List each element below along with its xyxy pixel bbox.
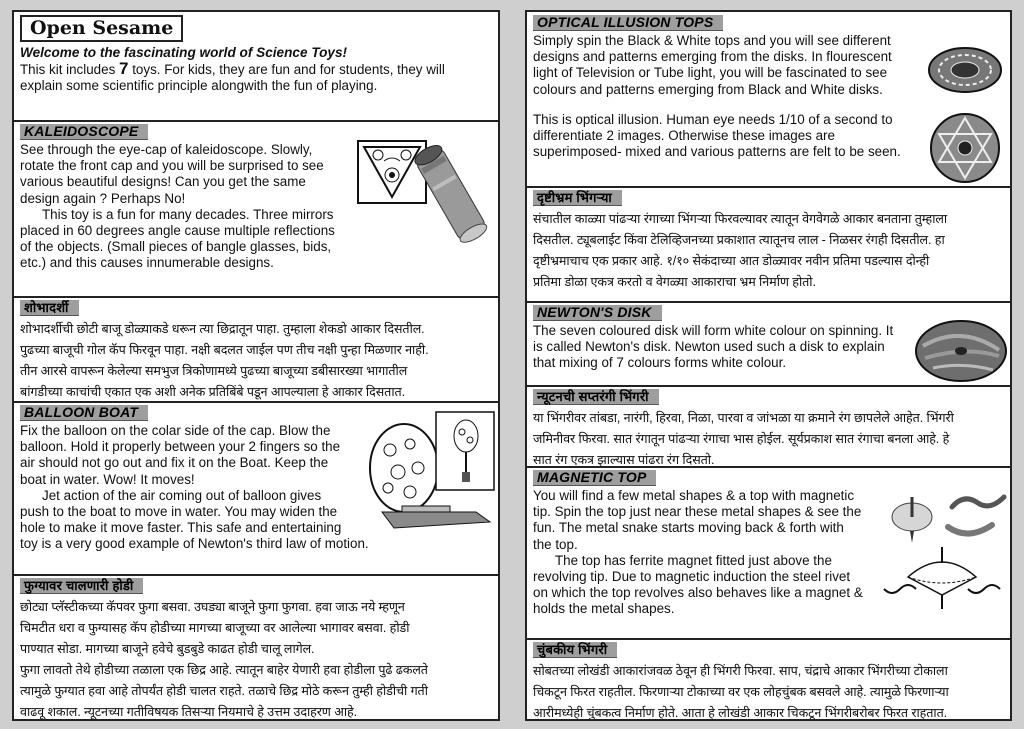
newton-marathi-text: जमिनीवर फिरवा. सात रंगातून पांढऱ्या रंगाचा भास होईल. सूर्यप्रकाश सात रंगाचा बनला आहे. हे bbox=[533, 432, 950, 446]
kaleidoscope-marathi-text: शोभादर्शीची छोटी बाजू डोळ्याकडे धरून त्या छिद्रातून पाहा. तुम्हाला शेकडो आकार दिसतील. bbox=[20, 322, 425, 336]
magnetic-marathi-section bbox=[527, 641, 1010, 721]
kaleidoscope-text: This toy is a fun for many decades. Three mirrors bbox=[42, 206, 334, 222]
balloon-boat-text: push to the boat to move in water. You may widen the bbox=[20, 504, 338, 520]
balloon-boat-text: Fix the balloon on the colar side of the cap. Blow the bbox=[20, 423, 331, 438]
intro-text: This kit includes bbox=[20, 62, 116, 77]
kaleidoscope-text: placed in 60 degrees angle cause multiple reflections bbox=[20, 223, 335, 239]
magnetic-text: The top has ferrite magnet fitted just above the bbox=[555, 552, 832, 568]
page-title: Open Sesame bbox=[20, 15, 183, 42]
balloon-boat-illustration bbox=[366, 410, 498, 534]
magnetic-text: You will find a few metal shapes & a top with magnetic bbox=[533, 488, 855, 503]
balloon-boat-marathi-text: पाण्यात सोडा. मागच्या बाजूने हवेचे बुडबुडे काढत होडी चालू लागेल. bbox=[20, 642, 315, 656]
balloon-boat-heading: BALLOON BOAT bbox=[20, 405, 148, 421]
balloon-boat-text: Jet action of the air coming out of balloon gives bbox=[42, 487, 322, 503]
newton-text: is called Newton's disk. Newton used such a disk to explain bbox=[533, 339, 885, 355]
optical-marathi-text: प्रतिमा डोळा एकत्र करतो व वेगळ्या आकाराचा भ्रम निर्माण होतो. bbox=[533, 275, 816, 289]
optical-text: differentiate 2 images. Otherwise these images are bbox=[533, 128, 835, 144]
kaleidoscope-text: etc.) and this causes innumerable designs. bbox=[20, 255, 274, 271]
optical-heading: OPTICAL ILLUSION TOPS bbox=[533, 15, 723, 31]
newtons-disk-illustration bbox=[913, 318, 1009, 384]
newton-section bbox=[527, 304, 1010, 372]
divider bbox=[14, 120, 498, 122]
magnetic-marathi-heading: चुंबकीय भिंगरी bbox=[533, 642, 617, 658]
intro-text: explain some scientific principle alongwith the fun of playing. bbox=[20, 78, 378, 94]
magnetic-text: tip. Spin the top just near these metal shapes & see the bbox=[533, 504, 862, 520]
magnetic-top-illustration bbox=[882, 477, 1010, 623]
kaleidoscope-marathi-section bbox=[14, 299, 498, 403]
optical-text: colours and patterns emerging from Black and White disks. bbox=[533, 81, 883, 97]
balloon-boat-marathi-text: वाढवू शकाल. न्यूटनच्या गतीविषयक तिसऱ्या नियमाचे हे उत्तम उदाहरण आहे. bbox=[20, 705, 357, 719]
optical-marathi-section bbox=[527, 189, 1010, 293]
balloon-boat-marathi-text: छोट्या प्लॅस्टीकच्या कॅपवर फुगा बसवा. उघड्या बाजूने फुगा फुगवा. हवा जाऊ नये म्हणून bbox=[20, 600, 405, 614]
optical-text: superimposed- mixed and various patterns are felt to be seen. bbox=[533, 144, 901, 160]
kaleidoscope-text: various beautiful designs! Can you get the same bbox=[20, 174, 306, 190]
right-panel bbox=[525, 10, 1012, 721]
divider bbox=[527, 186, 1010, 188]
divider bbox=[527, 466, 1010, 468]
balloon-boat-marathi-text: फुगा लावतो तेथे होडीच्या तळाला एक छिद्र आहे. त्यातून बाहेर येणारी हवा होडीला पुढे ढकलते bbox=[20, 663, 428, 677]
kaleidoscope-marathi-heading: शोभादर्शी bbox=[20, 300, 79, 316]
divider bbox=[14, 296, 498, 298]
intro-section bbox=[14, 12, 498, 94]
optical-marathi-heading: दृष्टीभ्रम भिंगऱ्या bbox=[533, 190, 622, 206]
optical-marathi-text: दिसतील. ट्यूबलाईट किंवा टेलिव्हिजनच्या प्रकाशात त्यातूनच लाल - निळसर रंगही दिसतील. हा bbox=[533, 233, 945, 247]
newton-text: The seven coloured disk will form white colour on spinning. It bbox=[533, 323, 894, 338]
balloon-boat-marathi-heading: फुग्यावर चालणारी होडी bbox=[20, 578, 143, 594]
magnetic-text: on which the top revolves also behaves like a magnet & bbox=[533, 585, 863, 601]
kaleidoscope-text: See through the eye-cap of kaleidoscope. Slowly, bbox=[20, 142, 313, 157]
optical-text: Simply spin the Black & White tops and you will see different bbox=[533, 33, 891, 48]
newton-heading: NEWTON'S DISK bbox=[533, 305, 662, 321]
kaleidoscope-illustration bbox=[356, 137, 496, 257]
kaleidoscope-marathi-text: तीन आरसे वापरून केलेल्या समभुज त्रिकोणामध्ये पुढच्या बाजूच्या डबीसारख्या भागातील bbox=[20, 364, 408, 378]
balloon-boat-marathi-text: त्यामुळे फुग्यात हवा आहे तोपर्यंत होडी चालत राहते. तळाचे छिद्र मोठे करून तुम्ही होडीची गती bbox=[20, 684, 428, 698]
magnetic-marathi-text: आरीमध्येही चुंबकत्व निर्माण होते. आता हे लोखंडी आकार चिकटून भिंगरीबरोबर फिरत राहतात. bbox=[533, 706, 948, 720]
kaleidoscope-text: design again ? Perhaps No! bbox=[20, 190, 186, 206]
optical-marathi-text: संचातील काळ्या पांढऱ्या रंगाच्या भिंगऱ्या फिरवल्यावर त्यातून वेगवेगळे आकार बनताना तुम्हाला bbox=[533, 212, 948, 226]
balloon-boat-text: hole to make it move faster. This safe and entertaining bbox=[20, 520, 342, 536]
kaleidoscope-heading: KALEIDOSCOPE bbox=[20, 124, 148, 140]
magnetic-heading: MAGNETIC TOP bbox=[533, 470, 656, 486]
kaleidoscope-marathi-text: पुढच्या बाजूची गोल कॅप फिरवून पाहा. नक्षी बदलत जाईल पण तीच नक्षी पुन्हा मिळणार नाही. bbox=[20, 343, 429, 357]
divider bbox=[14, 401, 498, 403]
kaleidoscope-section bbox=[14, 123, 498, 272]
newton-marathi-section bbox=[527, 388, 1010, 471]
magnetic-marathi-text: सोबतच्या लोखंडी आकारांजवळ ठेवून ही भिंगरी फिरवा. साप, चंद्राचे आकार भिंगरीच्या टोकाला bbox=[533, 664, 948, 678]
divider bbox=[527, 638, 1010, 640]
magnetic-text: the top. bbox=[533, 536, 578, 552]
magnetic-text: holds the metal shapes. bbox=[533, 601, 675, 617]
balloon-boat-marathi-section bbox=[14, 577, 498, 721]
balloon-boat-text: toy is a very good example of Newton's third law of motion. bbox=[20, 536, 369, 552]
optical-text: light of Television or Tube light, you will be fascinated to see bbox=[533, 65, 888, 81]
newton-marathi-text: या भिंगरीवर तांबडा, नारंगी, हिरवा, निळा, पारवा व जांभळा या क्रमाने रंग छापलेले आहेत. भिंगरी bbox=[533, 411, 954, 425]
optical-section bbox=[527, 14, 1010, 160]
optical-marathi-text: दृष्टीभ्रमाचाच एक प्रकार आहे. १/१० सेकंदाच्या आत डोळ्यावर नवीन प्रतिमा पडल्यास दोन्ही bbox=[533, 254, 930, 268]
magnetic-text: fun. The metal snake starts moving back & forth with bbox=[533, 520, 844, 536]
kaleidoscope-text: of the objects. (Small pieces of bangle glasses, bids, bbox=[20, 239, 332, 255]
kaleidoscope-text: rotate the front cap and you will be surprised to see bbox=[20, 158, 324, 174]
intro-text: toys. For kids, they are fun and for students, they will bbox=[132, 62, 445, 77]
toy-count: 7 bbox=[119, 59, 129, 78]
optical-tops-illustration bbox=[925, 34, 1007, 184]
divider bbox=[527, 385, 1010, 387]
welcome-heading: Welcome to the fascinating world of Science Toys! bbox=[20, 45, 348, 60]
balloon-boat-text: balloon. Hold it properly between your 2 fingers so the bbox=[20, 439, 341, 455]
optical-text: designs and patterns emerging from the disks. In flourescent bbox=[533, 49, 892, 65]
newton-marathi-text: सात रंग एकत्र झाल्यास पांढरा रंग दिसतो. bbox=[533, 453, 715, 467]
kaleidoscope-marathi-text: बांगडीच्या काचांची एकात एक अशी अनेक प्रतिबिंबे पडून आपल्याला हे आकार दिसतात. bbox=[20, 385, 405, 399]
magnetic-marathi-text: चिकटून फिरत राहतील. फिरणाऱ्या टोकाच्या वर एक लोहचुंबक बसवले आहे. त्यामुळे फिरणाऱ्या bbox=[533, 685, 949, 699]
optical-text: This is optical illusion. Human eye needs 1/10 of a second to bbox=[533, 111, 893, 127]
newton-text: that mixing of 7 colours forms white colour. bbox=[533, 355, 787, 371]
magnetic-text: revolving tip. Due to magnetic induction the steel rivet bbox=[533, 569, 851, 585]
balloon-boat-text: boat in water. Wow! It moves! bbox=[20, 471, 195, 487]
magnetic-section bbox=[527, 469, 1010, 618]
divider bbox=[527, 301, 1010, 303]
balloon-boat-section bbox=[14, 404, 498, 553]
divider bbox=[14, 574, 498, 576]
newton-marathi-heading: न्यूटनची सप्तरंगी भिंगरी bbox=[533, 389, 659, 405]
balloon-boat-text: air should not go out and fix it on the Boat. Keep the bbox=[20, 455, 329, 471]
left-panel bbox=[12, 10, 500, 721]
balloon-boat-marathi-text: चिमटीत धरा व फुग्यासह कॅप होडीच्या मागच्या बाजूच्या वर आलेल्या भागावर बसवा. होडी bbox=[20, 621, 410, 635]
